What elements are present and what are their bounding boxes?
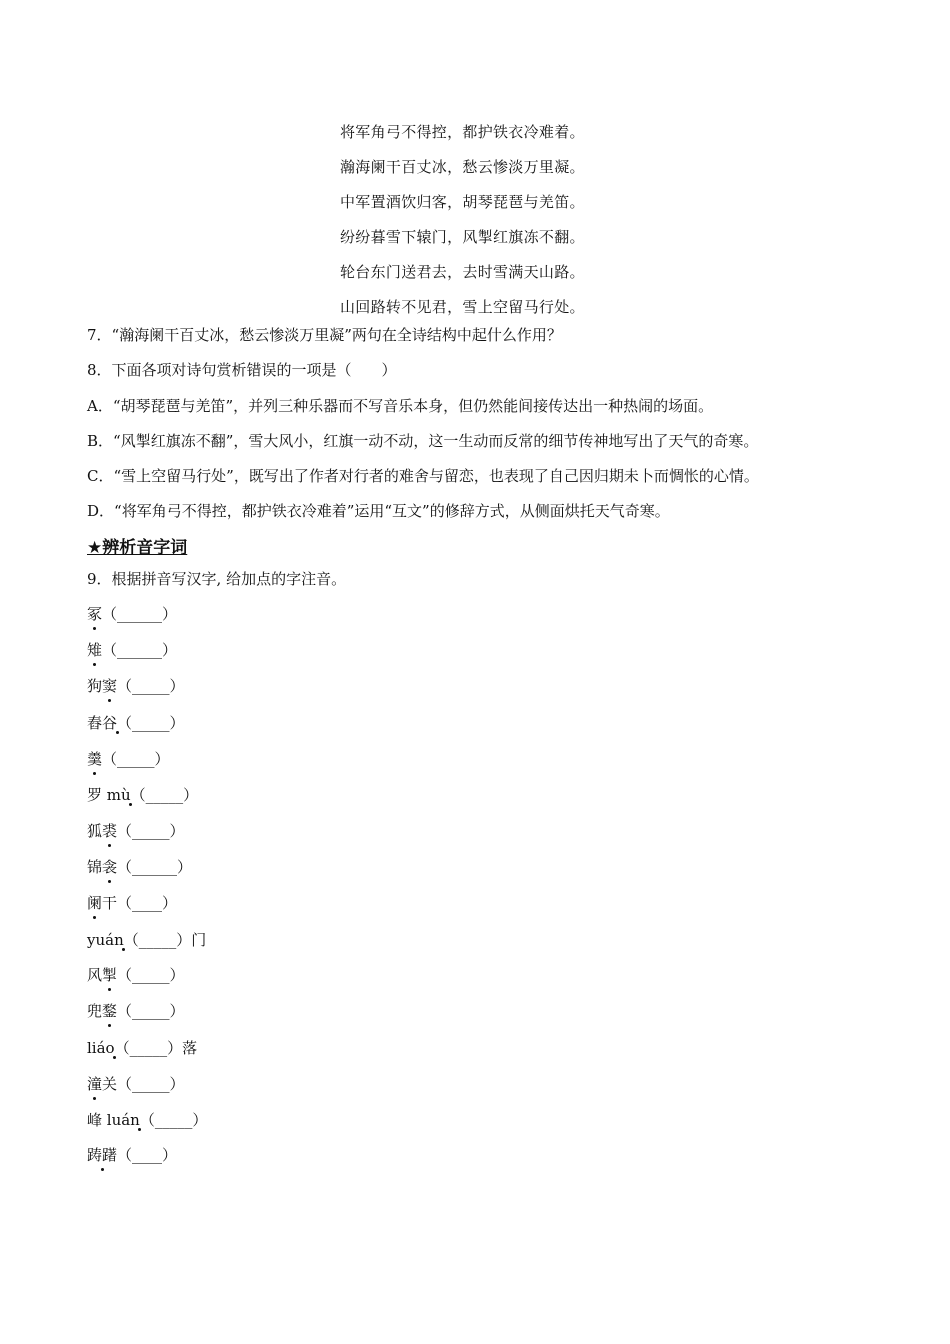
poem-line: 中军置酒饮归客，胡琴琵琶与羌笛。 — [340, 193, 585, 211]
answer-blank[interactable]: （_____） — [130, 786, 199, 804]
vocab-item — [87, 1073, 185, 1094]
vocab-text: 狐 — [87, 822, 103, 840]
answer-blank[interactable]: （______） — [102, 641, 178, 659]
dotted-char: 踌躇 — [87, 1146, 118, 1164]
dotted-char: 衾 — [102, 858, 118, 876]
answer-blank[interactable]: （_____） — [117, 1075, 185, 1093]
vocab-text: 门 — [191, 931, 207, 949]
poem-block — [340, 115, 585, 325]
dotted-char: 雉 — [87, 641, 103, 659]
dotted-char: 裘 — [102, 822, 118, 840]
vocab-text: 关 — [102, 1075, 118, 1093]
question-7: 7．“瀚海阑干百丈冰，愁云惨淡万里凝”两句在全诗结构中起什么作用？ — [87, 326, 562, 344]
dotted-char: 掣 — [102, 966, 118, 984]
poem-line: 轮台东门送君去，去时雪满天山路。 — [340, 263, 585, 281]
vocab-item — [87, 856, 192, 877]
dotted-char: 冢 — [87, 605, 103, 623]
vocab-item — [87, 929, 206, 950]
vocab-text: 舂谷 — [87, 714, 118, 732]
vocab-text: 干 — [102, 894, 118, 912]
vocab-text: 风 — [87, 966, 103, 984]
vocab-item — [87, 1144, 177, 1165]
vocab-text: 落 — [182, 1039, 198, 1057]
vocab-item — [87, 1109, 207, 1130]
vocab-item — [87, 603, 177, 624]
vocab-item — [87, 784, 198, 805]
answer-blank[interactable]: （_____） — [117, 966, 185, 984]
vocab-item — [87, 892, 177, 913]
vocab-item — [87, 820, 185, 841]
dotted-char: 阑 — [87, 894, 103, 912]
vocab-text: 罗 mù — [87, 786, 131, 804]
vocab-text: 狗 — [87, 677, 103, 695]
poem-line: 纷纷暮雪下辕门，风掣红旗冻不翻。 — [340, 228, 585, 246]
vocab-text: yuán — [87, 931, 124, 949]
dotted-char: 潼 — [87, 1075, 103, 1093]
vocab-item — [87, 675, 185, 696]
vocab-text: liáo — [87, 1039, 115, 1057]
option-b: B．“风掣红旗冻不翻”，雪大风小，红旗一动不动，这一生动而反常的细节传神地写出了天气的奇寒。 — [87, 432, 759, 450]
answer-blank[interactable]: （_____） — [117, 677, 185, 695]
dotted-char: 鍪 — [102, 1002, 118, 1020]
answer-blank[interactable]: （____） — [117, 1146, 178, 1164]
vocab-text: 锦 — [87, 858, 103, 876]
answer-blank[interactable]: （_____） — [117, 1002, 185, 1020]
vocab-text: 峰 luán — [87, 1111, 140, 1129]
poem-line: 瀚海阑干百丈冰，愁云惨淡万里凝。 — [340, 158, 585, 176]
section-heading: ★辨析音字词 — [87, 538, 188, 558]
answer-blank[interactable]: （_____） — [139, 1111, 208, 1129]
dotted-char: 窦 — [102, 677, 118, 695]
vocab-item — [87, 1000, 185, 1021]
question-8: 8．下面各项对诗句赏析错误的一项是（ ） — [87, 361, 397, 379]
option-c: C．“雪上空留马行处”，既写出了作者对行者的难舍与留恋，也表现了自己因归期未卜而惆怅的心情。 — [87, 467, 759, 485]
vocab-item — [87, 748, 170, 769]
question-9: 9．根据拼音写汉字, 给加点的字注音。 — [87, 570, 347, 588]
option-d: D．“将军角弓不得控，都护铁衣冷难着”运用“互文”的修辞方式，从侧面烘托天气奇寒。 — [87, 502, 670, 520]
vocab-item — [87, 964, 185, 985]
answer-blank[interactable]: （_____） — [123, 931, 192, 949]
option-a: A．“胡琴琵琶与羌笛”，并列三种乐器而不写音乐本身，但仍然能间接传达出一种热闹的场面。 — [87, 397, 714, 415]
answer-blank[interactable]: （______） — [102, 605, 178, 623]
answer-blank[interactable]: （____） — [117, 894, 178, 912]
dotted-char: 羹 — [87, 750, 103, 768]
poem-line: 山回路转不见君，雪上空留马行处。 — [340, 298, 585, 316]
vocab-item — [87, 712, 185, 733]
vocab-item — [87, 1037, 197, 1058]
answer-blank[interactable]: （_____） — [114, 1039, 183, 1057]
poem-line: 将军角弓不得控，都护铁衣冷难着。 — [340, 123, 585, 141]
vocab-text: 兜 — [87, 1002, 103, 1020]
answer-blank[interactable]: （_____） — [117, 714, 185, 732]
answer-blank[interactable]: （_____） — [117, 822, 185, 840]
answer-blank[interactable]: （_____） — [102, 750, 170, 768]
vocab-item — [87, 639, 177, 660]
answer-blank[interactable]: （______） — [117, 858, 193, 876]
